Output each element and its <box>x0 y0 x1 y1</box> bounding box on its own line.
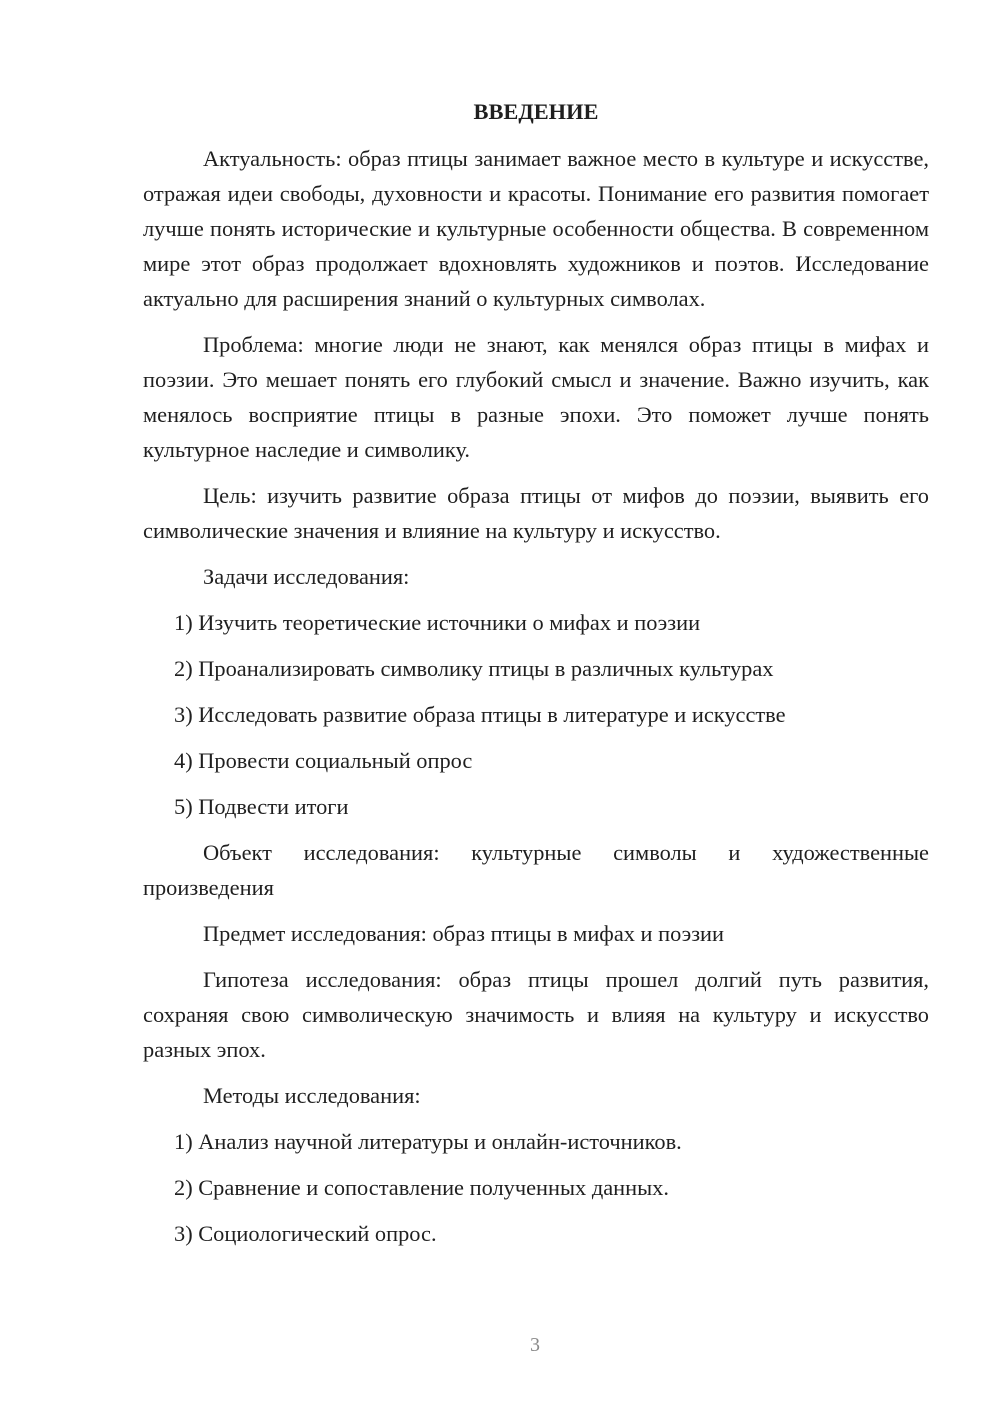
paragraph-hypothesis: Гипотеза исследования: образ птицы прошел долгий путь развития, сохраняя свою символическую значимость и влияя на культуру и искусство разных эпох. <box>143 967 929 1062</box>
task-item-4: 4) Провести социальный опрос <box>174 748 473 773</box>
paragraph-relevance: Актуальность: образ птицы занимает важное место в культуре и искусстве, отражая идеи свободы, духовности и красоты. Понимание его развития помогает лучше понять исторические и культурные особенности общества. В современном мире этот образ продолжает вдохновлять художников и поэтов. Исследование актуально для расширения знаний о культурных символах. <box>143 146 929 311</box>
section-title: ВВЕДЕНИЕ <box>473 99 599 124</box>
page-content <box>143 95 929 1262</box>
task-item-3: 3) Исследовать развитие образа птицы в литературе и искусстве <box>174 702 786 727</box>
paragraph-goal: Цель: изучить развитие образа птицы от мифов до поэзии, выявить его символические значения и влияние на культуру и искусство. <box>143 483 929 543</box>
paragraph-problem: Проблема: многие люди не знают, как менялся образ птицы в мифах и поэзии. Это мешает понять его глубокий смысл и значение. Важно изучить, как менялось восприятие птицы в разные эпохи. Это поможет лучше понять культурное наследие и символику. <box>143 332 929 462</box>
methods-heading: Методы исследования: <box>203 1083 421 1108</box>
task-item-1: 1) Изучить теоретические источники о мифах и поэзии <box>174 610 701 635</box>
method-item-3: 3) Социологический опрос. <box>174 1221 437 1246</box>
task-item-5: 5) Подвести итоги <box>174 794 349 819</box>
method-item-2: 2) Сравнение и сопоставление полученных данных. <box>174 1175 669 1200</box>
method-item-1: 1) Анализ научной литературы и онлайн-источников. <box>174 1129 682 1154</box>
tasks-heading: Задачи исследования: <box>203 564 410 589</box>
paragraph-subject: Предмет исследования: образ птицы в мифах и поэзии <box>203 921 724 946</box>
paragraph-object: Объект исследования: культурные символы и художественные произведения <box>143 840 929 900</box>
page-number: 3 <box>530 1334 540 1356</box>
task-item-2: 2) Проанализировать символику птицы в различных культурах <box>174 656 774 681</box>
